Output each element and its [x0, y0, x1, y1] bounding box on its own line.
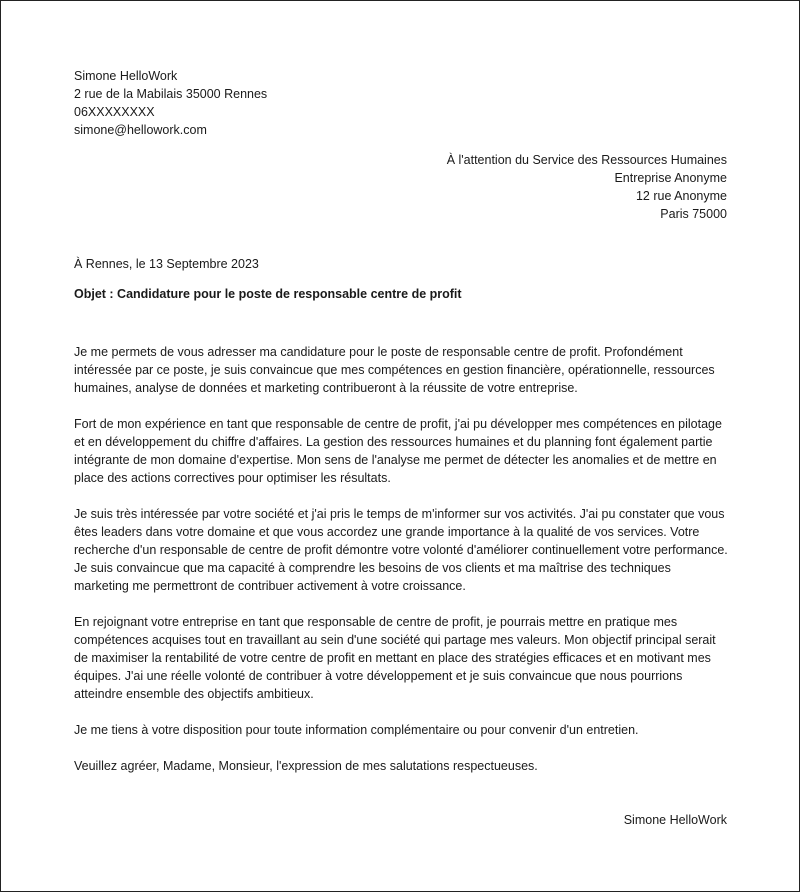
body-paragraph: En rejoignant votre entreprise en tant que responsable de centre de profit, je pourrais mettre en pratique mes compétences acquises tout en travaillant au sein d'une société qui partage mes valeurs. Mon objectif principal serait de maximiser la rentabilité de votre centre de profit en mettant en place des stratégies efficaces et en motivant mes équipes. J'ai une réelle volonté de contribuer à votre développement et je suis convaincue que nous pourrions atteindre ensemble des objectifs ambitieux. — [74, 615, 716, 701]
recipient-street: 12 rue Anonyme — [635, 189, 727, 203]
body-paragraph: Je me permets de vous adresser ma candidature pour le poste de responsable centre de profit. Profondément intéressée par ce poste, je suis convaincue que mes compétences en gestion financière, opérationnelle, ressources humaines, analyse de données et marketing contribueront à la réussite de votre entreprise. — [74, 345, 715, 395]
letter-body — [74, 343, 729, 793]
recipient-attention: À l'attention du Service des Ressources Humaines — [446, 153, 727, 167]
sender-block — [74, 67, 267, 139]
closing-paragraph: Veuillez agréer, Madame, Monsieur, l'expression de mes salutations respectueuses. — [74, 759, 538, 773]
body-paragraph: Fort de mon expérience en tant que responsable de centre de profit, j'ai pu développer mes compétences en pilotage et en développement du chiffre d'affaires. La gestion des ressources humaines et du planning font également partie intégrante de mon domaine d'expertise. Mon sens de l'analyse me permet de détecter les anomalies et de mettre en place des actions correctives pour optimiser les résultats. — [74, 417, 722, 485]
sender-address: 2 rue de la Mabilais 35000 Rennes — [74, 87, 268, 101]
sender-email: simone@hellowork.com — [74, 123, 207, 137]
body-paragraph: Je me tiens à votre disposition pour toute information complémentaire ou pour convenir d'un entretien. — [74, 723, 639, 737]
date-line: À Rennes, le 13 Septembre 2023 — [74, 257, 259, 271]
sender-phone: 06XXXXXXXX — [74, 105, 155, 119]
recipient-block — [447, 151, 727, 223]
sender-name: Simone HelloWork — [74, 69, 178, 83]
body-paragraph: Je suis très intéressée par votre société et j'ai pris le temps de m'informer sur vos activités. J'ai pu constater que vous êtes leaders dans votre domaine et que vous accordez une grande importance à la qualité de vos services. Votre recherche d'un responsable de centre de profit démontre votre volonté d'améliorer continuellement votre performance. Je suis convaincue que ma capacité à comprendre les besoins de vos clients et ma maîtrise des techniques marketing me permettront de contribuer activement à votre croissance. — [74, 507, 728, 593]
signature: Simone HelloWork — [623, 813, 727, 827]
subject-line: Objet : Candidature pour le poste de responsable centre de profit — [74, 287, 462, 301]
recipient-company: Entreprise Anonyme — [614, 171, 727, 185]
recipient-city: Paris 75000 — [660, 207, 727, 221]
